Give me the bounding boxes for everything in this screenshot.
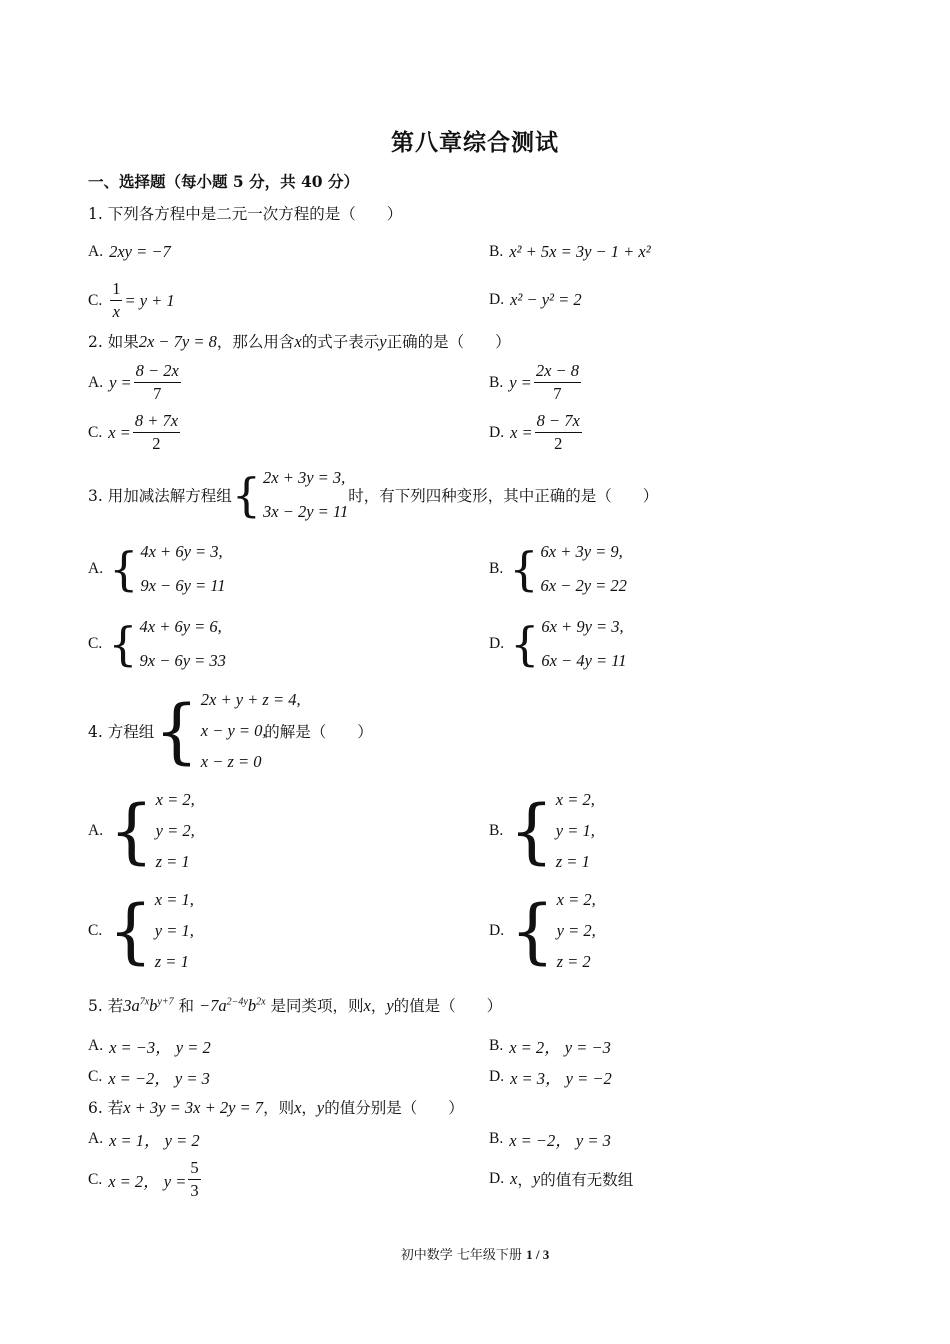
question-5-stem: 5. 若$3a^{7x}b^{y+7}$ 和 $-7a^{2-4y}b^{2x}$ 是同类项，则x，y的值是（ ） [88, 996, 503, 1015]
q5-option-c: C. x = −2， y = 3 [88, 1068, 210, 1088]
q6-option-b: B. x = −2， y = 3 [489, 1130, 611, 1150]
q6-option-a: A. x = 1， y = 2 [88, 1130, 200, 1150]
q4-option-b: B. { x = 2, y = 1, z = 1 [489, 790, 595, 872]
page-title: 第八章综合测试 [391, 129, 559, 156]
question-6-stem: 6. 若x + 3y = 3x + 2y = 7，则x，y的值分别是（ ） [88, 1098, 464, 1117]
question-3-stem: 3. 用加减法解方程组 { 2x + 3y = 3, 3x − 2y = 11 时，有下列四种变形，其中正确的是（ ） [88, 468, 659, 522]
question-4-stem: 4. 方程组 { 2x + y + z = 4, x − y = 0, x − z = 0 的解是（ ） [88, 690, 373, 772]
q3-option-d: D. { 6x + 9y = 3, 6x − 4y = 11 [489, 617, 627, 671]
q4-option-c: C. { x = 1, y = 1, z = 1 [88, 890, 194, 972]
q1-option-d: D. x² − y² = 2 [489, 290, 582, 309]
q2-option-b: B. y = $\frac{2x - 8}{7}$ [489, 361, 580, 403]
page-number: 1 / 3 [526, 1247, 550, 1262]
q1-option-c: C. $\frac{1}{x}$ = y + 1 [88, 279, 175, 321]
q6-option-c: C. x = 2， y = $\frac{5}{3}$ [88, 1158, 199, 1200]
footer-text: 初中数学 七年级下册 [400, 1248, 522, 1263]
page-footer [0, 1244, 950, 1263]
q2-option-a: A. y = $\frac{8 - 2x}{7}$ [88, 361, 179, 403]
q1-option-b: B. x² + 5x = 3y − 1 + x² [489, 242, 651, 261]
q3-option-a: A. { 4x + 6y = 3, 9x − 6y = 11 [88, 542, 226, 596]
q4-option-a: A. { x = 2, y = 2, z = 1 [88, 790, 195, 872]
q3-option-c: C. { 4x + 6y = 6, 9x − 6y = 33 [88, 617, 226, 671]
q3-option-b: B. { 6x + 3y = 9, 6x − 2y = 22 [489, 542, 627, 596]
q2-option-c: C. x = $\frac{8 + 7x}{2}$ [88, 411, 179, 453]
section-heading: 一、选择题（每小题 5 分，共 40 分） [88, 172, 359, 191]
q4-option-d: D. { x = 2, y = 2, z = 2 [489, 890, 596, 972]
question-2-stem: 2. 如果2x − 7y = 8，那么用含x的式子表示y正确的是（ ） [88, 332, 511, 351]
question-1-stem: 1. 下列各方程中是二元一次方程的是（ ） [88, 205, 403, 223]
q5-option-b: B. x = 2， y = −3 [489, 1037, 611, 1057]
q1-option-a: A. 2xy = −7 [88, 242, 171, 261]
q6-option-d: D. x ， y 的值有无数组 [489, 1169, 634, 1189]
q2-option-d: D. x = $\frac{8 - 7x}{2}$ [489, 411, 580, 453]
q5-option-d: D. x = 3， y = −2 [489, 1068, 612, 1088]
q5-option-a: A. x = −3， y = 2 [88, 1037, 211, 1057]
